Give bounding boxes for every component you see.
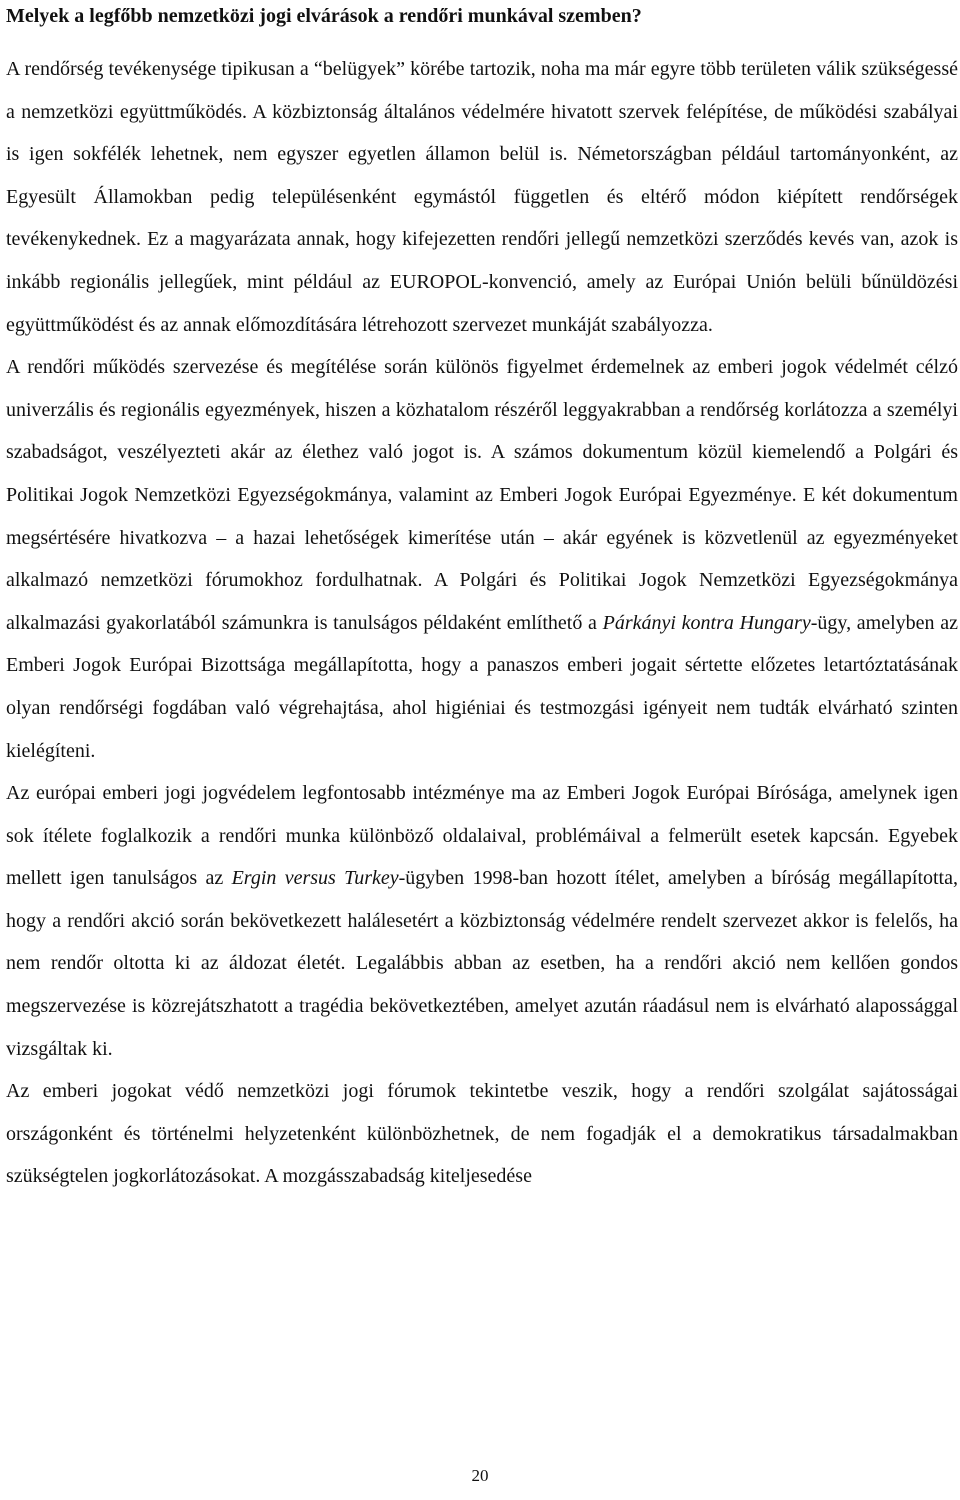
paragraph-2	[6, 346, 958, 772]
case-name-ergin: Ergin versus Turkey	[231, 867, 399, 890]
paragraph-3	[6, 772, 958, 1070]
page-number: 20	[471, 1466, 489, 1485]
paragraph-2-text-b: -ügy, amelyben az Emberi Jogok Európai Bizottsága megállapította, hogy a panaszos emberi jogait sértette előzetes letartóztatásának olyan rendőrségi fogdában való végrehajtása, ahol higiéniai és testmozgási igényeit nem tudták elvárható szinten kielégíteni.	[6, 611, 958, 762]
paragraph-1-text: A rendőrség tevékenysége tipikusan a “belügyek” körébe tartozik, noha ma már egyre több területen válik szükségessé a nemzetközi együttműködés. A közbiztonság általános védelmére hivatott szervek felépítése, de működési szabályai is igen sokfélék lehetnek, nem egyszer egyetlen államon belül is. Németországban például tartományonként, az Egyesült Államokban pedig településenként egymástól független és eltérő módon kiépített rendőrségek tevékenykednek. Ez a magyarázata annak, hogy kifejezetten rendőri jellegű nemzetközi szerződés kevés van, azok is inkább regionális jellegűek, mint például az EUROPOL-konvenció, amely az Európai Unión belüli bűnüldözési együttműködést és az annak előmozdítására létrehozott szervezet munkáját szabályozza.	[6, 58, 958, 336]
paragraph-2-text-a: A rendőri működés szervezése és megítélése során különös figyelmet érdemelnek az emberi jogok védelmét célzó univerzális és regionális egyezmények, hiszen a közhatalom részéről leggyakrabban a rendőrség korlátozza a személyi szabadságot, veszélyezteti akár az élethez való jogot is. A számos dokumentum közül kiemelendő a Polgári és Politikai Jogok Nemzetközi Egyezségokmánya, valamint az Emberi Jogok Európai Egyezménye. E két dokumentum megsértésére hivatkozva – a hazai lehetőségek kimerítése után – akár egyének is közvetlenül az egyezményeket alkalmazó nemzetközi fórumokhoz fordulhatnak. A Polgári és Politikai Jogok Nemzetközi Egyezségokmánya alkalmazási gyakorlatából számunkra is tanulságos példaként említhető a	[6, 356, 958, 634]
paragraph-4	[6, 1070, 958, 1198]
paragraph-3-text-a: Az európai emberi jogi jogvédelem legfontosabb intézménye ma az Emberi Jogok Európai Bírósága, amelynek igen sok ítélete foglalkozik a rendőri munka különböző oldalaival, problémáival a felmerült esetek kapcsán. Egyebek mellett igen tanulságos az	[6, 782, 958, 890]
paragraph-3-text-b: -ügyben 1998-ban hozott ítélet, amelyben a bíróság megállapította, hogy a rendőri akció során bekövetkezett halálesetért a közbiztonság védelmére rendelt szervezet akkor is felelős, ha nem rendőr oltotta ki az áldozat életét. Legalábbis abban az esetben, ha a rendőri akció nem kellően gondos megszervezése is közrejátszhatott a tragédia bekövetkeztében, amelyet azután ráadásul nem is elvárható alapossággal vizsgáltak ki.	[6, 867, 958, 1060]
paragraph-1	[6, 48, 958, 346]
section-heading: Melyek a legfőbb nemzetközi jogi elvárások a rendőri munkával szemben?	[6, 5, 642, 27]
case-name-parkanyi: Párkányi kontra Hungary	[602, 611, 811, 634]
document-page	[6, 4, 958, 1198]
paragraph-4-text: Az emberi jogokat védő nemzetközi jogi fórumok tekintetbe veszik, hogy a rendőri szolgálat sajátosságai országonként és történelmi helyzetenként különbözhetnek, de nem fogadják el a demokratikus társadalmakban szükségtelen jogkorlátozásokat. A mozgásszabadság kiteljesedése	[6, 1080, 958, 1188]
